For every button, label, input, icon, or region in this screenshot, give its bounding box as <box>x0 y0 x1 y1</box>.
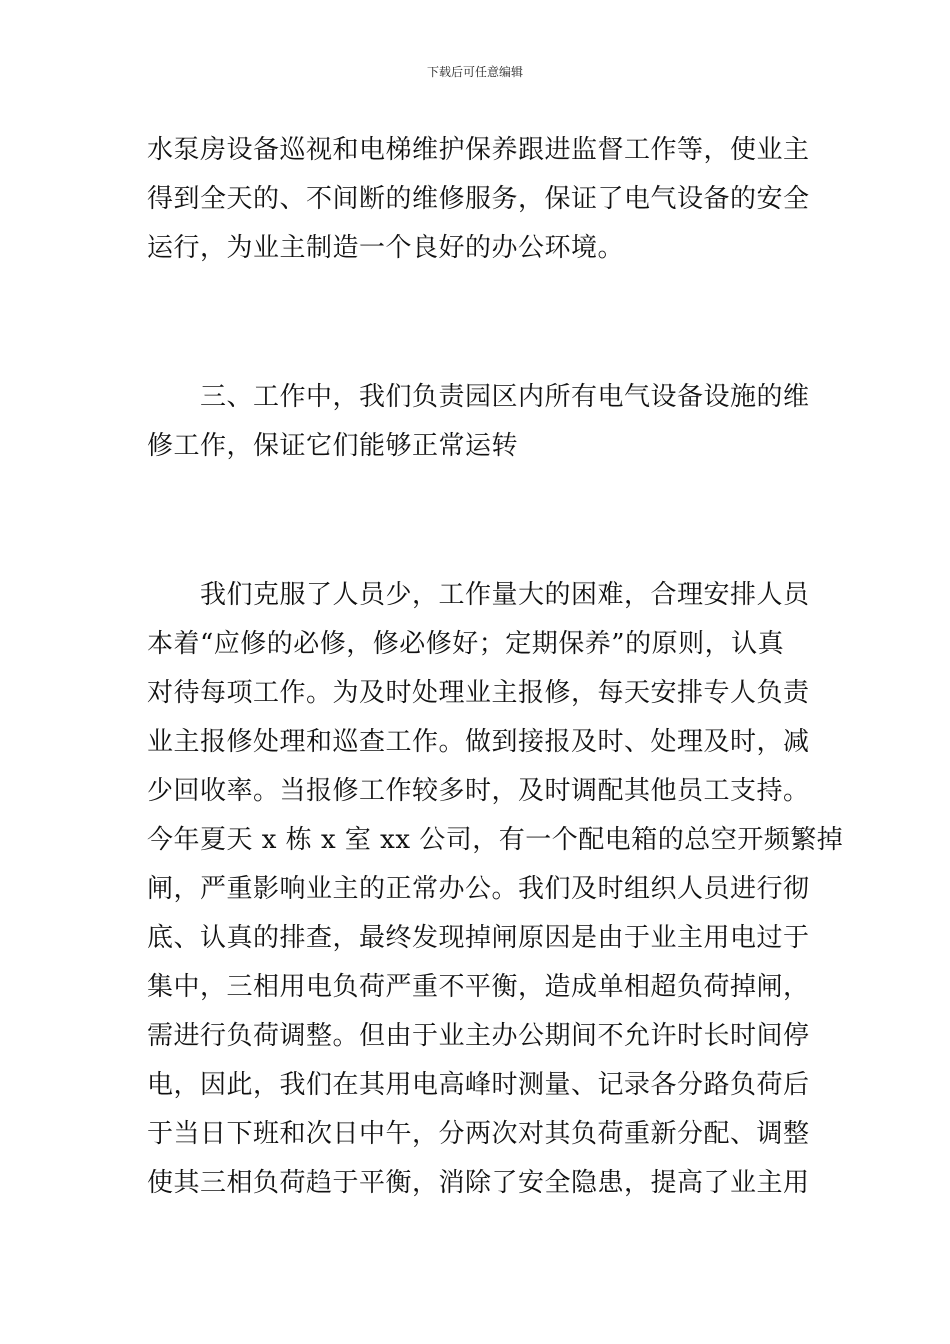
text-line: 集中，三相用电负荷严重不平衡，造成单相超负荷掉闸， <box>147 972 810 1002</box>
text-line: 今年夏天 x 栋 x 室 xx 公司，有一个配电箱的总空开频繁掉 <box>147 825 844 855</box>
text-line: 业主报修处理和巡查工作。做到接报及时、处理及时，减 <box>147 727 810 757</box>
text-line: 水泵房设备巡视和电梯维护保养跟进监督工作等，使业主 <box>147 135 810 165</box>
text-line: 本着“应修的必修，修必修好；定期保养”的原则，认真 <box>147 629 785 659</box>
text-line: 需进行负荷调整。但由于业主办公期间不允许时长时间停 <box>147 1021 810 1051</box>
text-line: 得到全天的、不间断的维修服务，保证了电气设备的安全 <box>147 184 810 214</box>
page-header: 下载后可任意编辑 <box>426 65 523 79</box>
text-line: 使其三相负荷趋于平衡，消除了安全隐患，提高了业主用 <box>147 1168 810 1198</box>
text-line: 闸，严重影响业主的正常办公。我们及时组织人员进行彻 <box>147 874 810 904</box>
text-line: 对待每项工作。为及时处理业主报修，每天安排专人负责 <box>147 678 810 708</box>
text-line: 运行，为业主制造一个良好的办公环境。 <box>147 233 625 263</box>
text-line: 我们克服了人员少，工作量大的困难，合理安排人员 <box>147 580 810 610</box>
text-line: 电，因此，我们在其用电高峰时测量、记录各分路负荷后 <box>147 1070 810 1100</box>
text-line: 修工作，保证它们能够正常运转 <box>147 431 519 461</box>
text-line: 底、认真的排查，最终发现掉闸原因是由于业主用电过于 <box>147 923 810 953</box>
text-line: 三、工作中，我们负责园区内所有电气设备设施的维 <box>147 382 810 412</box>
text-line: 少回收率。当报修工作较多时，及时调配其他员工支持。 <box>147 776 810 806</box>
text-line: 于当日下班和次日中午，分两次对其负荷重新分配、调整 <box>147 1119 810 1149</box>
